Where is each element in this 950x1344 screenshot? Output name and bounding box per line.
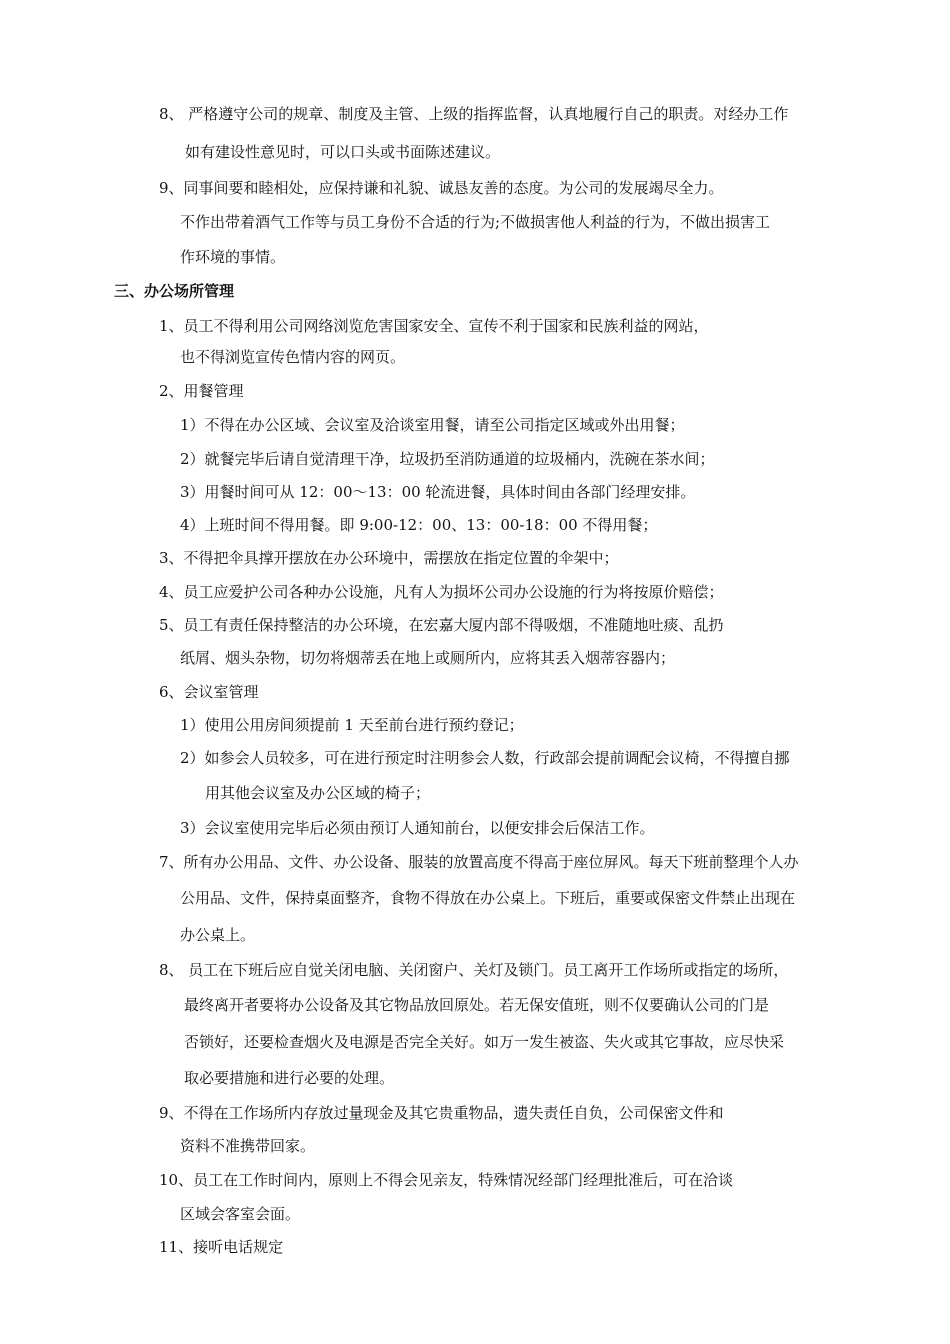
item-6-heading: 6、会议室管理	[159, 683, 259, 701]
item-4: 4、员工应爱护公司各种办公设施，凡有人为损坏公司办公设施的行为将按原价赔偿；	[159, 583, 724, 601]
item-11-heading: 11、接听电话规定	[159, 1238, 284, 1256]
item-1-line-2: 也不得浏览宣传色情内容的网页。	[180, 348, 406, 366]
item-9-line-1: 9、不得在工作场所内存放过量现金及其它贵重物品，遗失责任自负，公司保密文件和	[159, 1104, 724, 1122]
item-10-line-1: 10、员工在工作时间内，原则上不得会见亲友，特殊情况经部门经理批准后，可在洽谈	[159, 1171, 734, 1189]
item-9-line-2: 资料不准携带回家。	[180, 1137, 316, 1155]
rule-8-line-1: 8、 严格遵守公司的规章、制度及主管、上级的指挥监督，认真地履行自己的职责。对经办工作	[159, 105, 789, 123]
item-2-sub-4: 4）上班时间不得用餐。即 9:00-12：00、13：00-18：00 不得用餐；	[180, 516, 658, 534]
item-8-line-1: 8、 员工在下班后应自觉关闭电脑、关闭窗户、关灯及锁门。员工离开工作场所或指定的场所，	[159, 961, 789, 979]
rule-9-line-2: 不作出带着酒气工作等与员工身份不合适的行为;不做损害他人利益的行为，不做出损害工	[180, 213, 771, 231]
item-1-line-1: 1、员工不得利用公司网络浏览危害国家安全、宣传不利于国家和民族利益的网站，	[159, 317, 709, 335]
item-8-line-3: 否锁好，还要检查烟火及电源是否完全关好。如万一发生被盗、失火或其它事故，应尽快采	[184, 1033, 785, 1051]
item-8-line-2: 最终离开者要将办公设备及其它物品放回原处。若无保安值班，则不仅要确认公司的门是	[184, 996, 770, 1014]
item-6-sub-2-line-1: 2）如参会人员较多，可在进行预定时注明参会人数，行政部会提前调配会议椅，不得擅自挪	[180, 749, 790, 767]
item-2-sub-2: 2）就餐完毕后请自觉清理干净，垃圾扔至消防通道的垃圾桶内，洗碗在茶水间；	[180, 450, 715, 468]
item-10-line-2: 区域会客室会面。	[180, 1205, 301, 1223]
item-7-line-1: 7、所有办公用品、文件、办公设备、服装的放置高度不得高于座位屏风。每天下班前整理个人办	[159, 853, 799, 871]
item-3: 3、不得把伞具撑开摆放在办公环境中，需摆放在指定位置的伞架中；	[159, 549, 619, 567]
section-heading: 三、办公场所管理	[114, 282, 235, 300]
rule-9-line-1: 9、同事间要和睦相处，应保持谦和礼貌、诚恳友善的态度。为公司的发展竭尽全力。	[159, 179, 724, 197]
item-5-line-1: 5、员工有责任保持整洁的办公环境，在宏嘉大厦内部不得吸烟，不准随地吐痰、乱扔	[159, 616, 724, 634]
item-7-line-3: 办公桌上。	[180, 926, 256, 944]
item-8-line-4: 取必要措施和进行必要的处理。	[184, 1069, 395, 1087]
item-2-sub-3: 3）用餐时间可从 12：00～13：00 轮流进餐，具体时间由各部门经理安排。	[180, 483, 696, 501]
rule-8-line-2: 如有建设性意见时，可以口头或书面陈述建议。	[185, 143, 501, 161]
item-6-sub-3: 3）会议室使用完毕后必须由预订人通知前台，以便安排会后保洁工作。	[180, 819, 655, 837]
item-6-sub-2-line-2: 用其他会议室及办公区域的椅子；	[205, 784, 431, 802]
item-7-line-2: 公用品、文件，保持桌面整齐，食物不得放在办公桌上。下班后，重要或保密文件禁止出现在	[180, 889, 796, 907]
item-2-heading: 2、用餐管理	[159, 382, 244, 400]
item-5-line-2: 纸屑、烟头杂物，切勿将烟蒂丢在地上或厕所内，应将其丢入烟蒂容器内；	[180, 649, 676, 667]
item-2-sub-1: 1）不得在办公区域、会议室及洽谈室用餐，请至公司指定区域或外出用餐；	[180, 416, 685, 434]
rule-9-line-3: 作环境的事情。	[180, 248, 286, 266]
item-6-sub-1: 1）使用公用房间须提前 1 天至前台进行预约登记；	[180, 716, 524, 734]
